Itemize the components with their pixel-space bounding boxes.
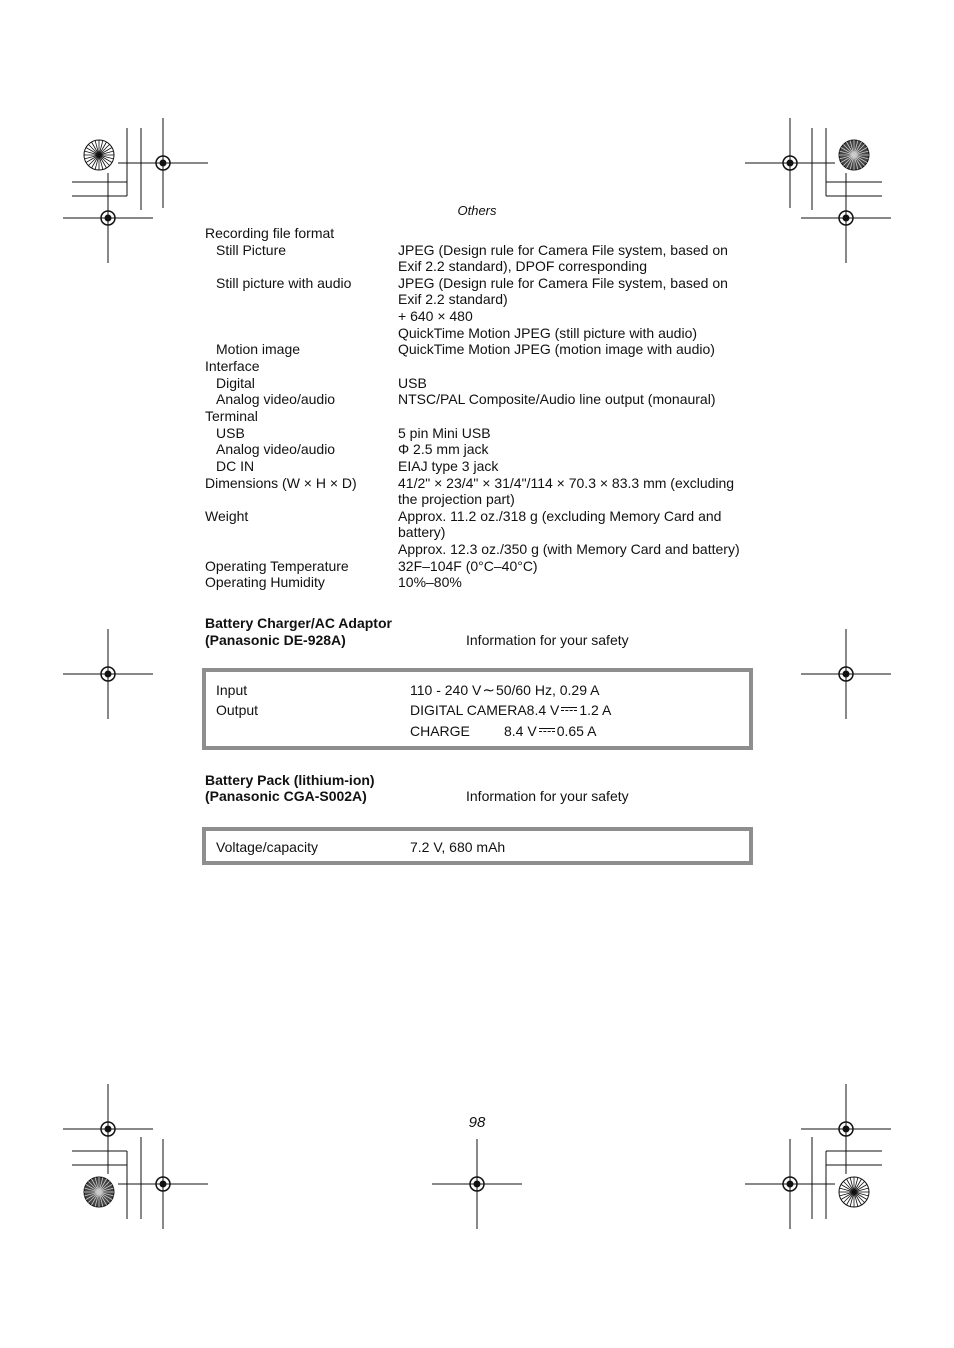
- spec-label-dc-in: DC IN: [216, 458, 255, 474]
- spec-value-dimensions-cont: the projection part): [398, 491, 515, 507]
- charger-input-frequency: 50/60 Hz, 0.29 A: [495, 682, 600, 698]
- spec-label-weight: Weight: [205, 508, 249, 524]
- charger-input-value: [410, 680, 599, 700]
- spec-label-analog-av: Analog video/audio: [216, 391, 336, 407]
- registration-dot-icon: [160, 160, 167, 167]
- spec-label-operating-humidity: Operating Humidity: [205, 574, 325, 590]
- charger-output-camera: DIGITAL CAMERA8.4 V: [410, 702, 560, 718]
- spec-label-dimensions: Dimensions (W × H × D): [205, 475, 357, 491]
- spec-value-analog-av-terminal: Φ 2.5 mm jack: [398, 441, 489, 457]
- registration-dot-icon: [105, 671, 112, 678]
- spec-label-recording-file-format: Recording file format: [205, 225, 335, 241]
- registration-dot-icon: [787, 1181, 794, 1188]
- spec-label-usb: USB: [216, 425, 245, 441]
- battery-rating-box: [202, 827, 753, 865]
- registration-dot-icon: [787, 160, 794, 167]
- spec-label-digital: Digital: [216, 375, 255, 391]
- spec-value-dimensions: 41/2" × 23/4" × 31/4"/114 × 70.3 × 83.3 mm (excluding: [398, 475, 735, 491]
- spec-value-operating-humidity: 10%–80%: [398, 574, 462, 590]
- charger-input-label: Input: [216, 682, 248, 698]
- spec-value-operating-temperature: 32F–104F (0°C–40°C): [398, 558, 538, 574]
- charger-charge-voltage: 8.4 V: [504, 723, 537, 739]
- charger-output-current: 1.2 A: [579, 702, 612, 718]
- spec-value-weight: Approx. 11.2 oz./318 g (excluding Memory Card and: [398, 508, 722, 524]
- battery-voltage-label: Voltage/capacity: [216, 839, 318, 855]
- charger-safety-info: Information for your safety: [466, 632, 629, 648]
- charger-output-value: [410, 700, 611, 720]
- registration-dot-icon: [160, 1181, 167, 1188]
- spec-value-dc-in: EIAJ type 3 jack: [398, 458, 499, 474]
- registration-dot-icon: [843, 671, 850, 678]
- charger-rating-box: [202, 668, 753, 750]
- spec-value-still-audio-cont: Exif 2.2 standard): [398, 291, 508, 307]
- charger-input-voltage: 110 - 240 V: [410, 682, 482, 698]
- spec-value-still-picture: JPEG (Design rule for Camera File system, based on: [398, 242, 728, 258]
- spec-label-motion-image: Motion image: [216, 341, 301, 357]
- registration-dot-icon: [474, 1181, 481, 1188]
- spec-label-still-picture: Still Picture: [216, 242, 287, 258]
- spec-label-terminal: Terminal: [205, 408, 258, 424]
- spec-value-usb: 5 pin Mini USB: [398, 425, 491, 441]
- dc-symbol-icon: [561, 707, 577, 713]
- spec-label-interface: Interface: [205, 358, 260, 374]
- charger-output-label: Output: [216, 702, 259, 718]
- battery-voltage-value: 7.2 V, 680 mAh: [410, 839, 506, 855]
- battery-title: Battery Pack (lithium-ion): [205, 772, 375, 788]
- charger-charge-value: [504, 721, 596, 741]
- spec-value-still-audio-size: + 640 × 480: [398, 308, 473, 324]
- charger-title: Battery Charger/AC Adaptor: [205, 615, 392, 631]
- spec-value-weight-with-card: Approx. 12.3 oz./350 g (with Memory Card and battery): [398, 541, 740, 557]
- charger-charge-current: 0.65 A: [556, 723, 597, 739]
- spec-value-still-audio-format: QuickTime Motion JPEG (still picture with audio): [398, 325, 698, 341]
- section-header: Others: [457, 203, 497, 218]
- page-number: 98: [468, 1114, 486, 1131]
- spec-value-digital: USB: [398, 375, 427, 391]
- battery-safety-info: Information for your safety: [466, 788, 629, 804]
- battery-model: (Panasonic CGA-S002A): [205, 788, 367, 804]
- charger-charge-label: CHARGE: [410, 723, 470, 739]
- spec-label-operating-temperature: Operating Temperature: [205, 558, 349, 574]
- dc-symbol-icon: [539, 728, 555, 734]
- spec-label-still-audio: Still picture with audio: [216, 275, 352, 291]
- spec-value-analog-av: NTSC/PAL Composite/Audio line output (monaural): [398, 391, 716, 407]
- spec-value-still-picture-cont: Exif 2.2 standard), DPOF corresponding: [398, 258, 648, 274]
- spec-value-weight-cont: battery): [398, 524, 446, 540]
- spec-label-analog-av-terminal: Analog video/audio: [216, 441, 336, 457]
- charger-model: (Panasonic DE-928A): [205, 632, 346, 648]
- ac-symbol-icon: ∼: [482, 682, 495, 700]
- spec-value-motion-image: QuickTime Motion JPEG (motion image with audio): [398, 341, 715, 357]
- spec-value-still-audio: JPEG (Design rule for Camera File system, based on: [398, 275, 728, 291]
